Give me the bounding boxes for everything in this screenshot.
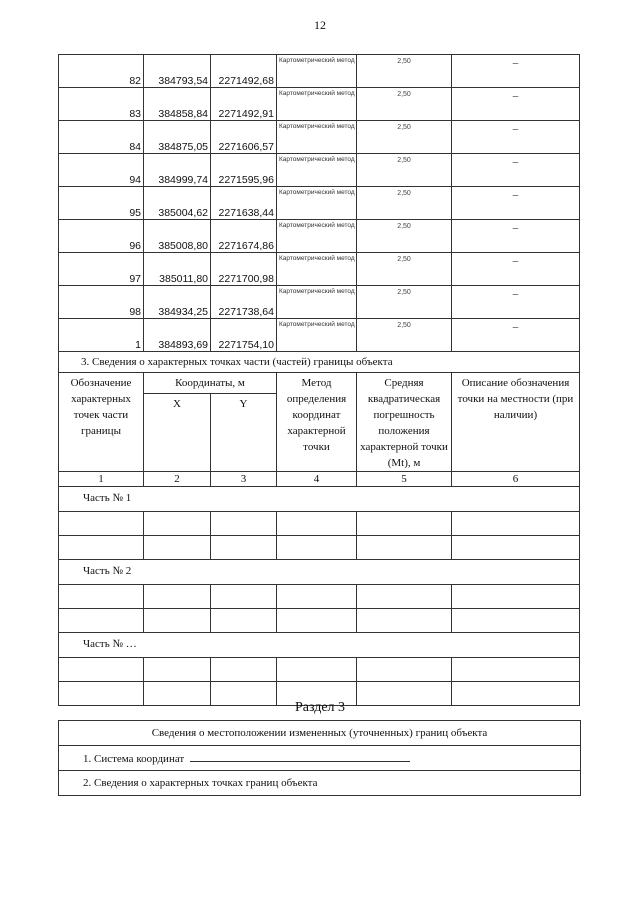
point-method: Картометрический метод bbox=[277, 253, 357, 286]
column-number: 4 bbox=[277, 472, 357, 487]
point-y: 2271738,64 bbox=[211, 286, 277, 319]
point-method: Картометрический метод bbox=[277, 88, 357, 121]
section-3-heading-row bbox=[59, 352, 580, 373]
point-method: Картометрический метод bbox=[277, 319, 357, 352]
coordinate-system-blank bbox=[190, 751, 410, 762]
part-label: Часть № 1 bbox=[59, 487, 580, 512]
point-number: 82 bbox=[59, 55, 144, 88]
part-row bbox=[59, 560, 580, 585]
header-description: Описание обозначения точки на местности (при наличии) bbox=[452, 373, 580, 472]
point-number: 83 bbox=[59, 88, 144, 121]
point-y: 2271700,98 bbox=[211, 253, 277, 286]
header-coordinates: Координаты, м bbox=[144, 373, 277, 394]
header-method: Метод определения координат характерной точки bbox=[277, 373, 357, 472]
empty-row bbox=[59, 585, 580, 609]
section-3-table bbox=[58, 720, 581, 796]
coordinate-system-item bbox=[59, 746, 581, 771]
point-accuracy: 2,50 bbox=[357, 253, 452, 286]
point-description: – bbox=[452, 286, 580, 319]
points-table-body bbox=[59, 55, 580, 352]
point-x: 385011,80 bbox=[144, 253, 211, 286]
point-y: 2271492,68 bbox=[211, 55, 277, 88]
part-label: Часть № 2 bbox=[59, 560, 580, 585]
empty-row bbox=[59, 658, 580, 682]
point-x: 384893,69 bbox=[144, 319, 211, 352]
point-description: – bbox=[452, 319, 580, 352]
point-method: Картометрический метод bbox=[277, 220, 357, 253]
point-y: 2271492,91 bbox=[211, 88, 277, 121]
part-row bbox=[59, 487, 580, 512]
point-x: 384999,74 bbox=[144, 154, 211, 187]
point-method: Картометрический метод bbox=[277, 55, 357, 88]
point-number: 96 bbox=[59, 220, 144, 253]
section-3-table-title: Сведения о местоположении измененных (уточненных) границ объекта bbox=[59, 721, 581, 746]
header-row-1 bbox=[59, 373, 580, 394]
header-accuracy: Средняя квадратическая погрешность положения характерной точки (Мt), м bbox=[357, 373, 452, 472]
point-row bbox=[59, 253, 580, 286]
point-y: 2271606,57 bbox=[211, 121, 277, 154]
point-y: 2271754,10 bbox=[211, 319, 277, 352]
empty-row bbox=[59, 512, 580, 536]
point-y: 2271638,44 bbox=[211, 187, 277, 220]
point-x: 384934,25 bbox=[144, 286, 211, 319]
point-accuracy: 2,50 bbox=[357, 319, 452, 352]
header-x: X bbox=[144, 394, 211, 472]
column-number: 2 bbox=[144, 472, 211, 487]
point-accuracy: 2,50 bbox=[357, 187, 452, 220]
point-number: 84 bbox=[59, 121, 144, 154]
point-description: – bbox=[452, 154, 580, 187]
point-y: 2271595,96 bbox=[211, 154, 277, 187]
section-3-heading: 3. Сведения о характерных точках части (частей) границы объекта bbox=[59, 352, 580, 373]
point-description: – bbox=[452, 187, 580, 220]
point-number: 1 bbox=[59, 319, 144, 352]
page-number: 12 bbox=[314, 18, 326, 32]
point-y: 2271674,86 bbox=[211, 220, 277, 253]
header-y: Y bbox=[211, 394, 277, 472]
column-number: 3 bbox=[211, 472, 277, 487]
point-x: 384875,05 bbox=[144, 121, 211, 154]
point-row bbox=[59, 286, 580, 319]
point-description: – bbox=[452, 253, 580, 286]
point-accuracy: 2,50 bbox=[357, 220, 452, 253]
point-row bbox=[59, 319, 580, 352]
point-method: Картометрический метод bbox=[277, 286, 357, 319]
point-row bbox=[59, 88, 580, 121]
point-description: – bbox=[452, 220, 580, 253]
point-row bbox=[59, 154, 580, 187]
point-row bbox=[59, 220, 580, 253]
point-row bbox=[59, 187, 580, 220]
point-description: – bbox=[452, 55, 580, 88]
point-x: 385008,80 bbox=[144, 220, 211, 253]
point-accuracy: 2,50 bbox=[357, 55, 452, 88]
point-number: 94 bbox=[59, 154, 144, 187]
point-row bbox=[59, 55, 580, 88]
point-accuracy: 2,50 bbox=[357, 88, 452, 121]
point-number: 95 bbox=[59, 187, 144, 220]
point-description: – bbox=[452, 88, 580, 121]
boundary-points-table bbox=[58, 54, 580, 706]
point-accuracy: 2,50 bbox=[357, 121, 452, 154]
part-row bbox=[59, 633, 580, 658]
point-description: – bbox=[452, 121, 580, 154]
point-row bbox=[59, 121, 580, 154]
point-x: 384793,54 bbox=[144, 55, 211, 88]
point-number: 97 bbox=[59, 253, 144, 286]
point-number: 98 bbox=[59, 286, 144, 319]
part-label: Часть № … bbox=[59, 633, 580, 658]
point-method: Картометрический метод bbox=[277, 187, 357, 220]
coordinate-system-label: 1. Система координат bbox=[83, 753, 185, 765]
point-accuracy: 2,50 bbox=[357, 286, 452, 319]
point-x: 384858,84 bbox=[144, 88, 211, 121]
column-number: 6 bbox=[452, 472, 580, 487]
empty-row bbox=[59, 609, 580, 633]
column-number: 5 bbox=[357, 472, 452, 487]
section-title: Раздел 3 bbox=[294, 700, 346, 715]
boundary-points-item: 2. Сведения о характерных точках границ объекта bbox=[59, 771, 581, 796]
column-numbers-row bbox=[59, 472, 580, 487]
column-number: 1 bbox=[59, 472, 144, 487]
empty-row bbox=[59, 536, 580, 560]
point-method: Картометрический метод bbox=[277, 154, 357, 187]
header-designation: Обозначение характерных точек части границы bbox=[59, 373, 144, 472]
point-method: Картометрический метод bbox=[277, 121, 357, 154]
point-accuracy: 2,50 bbox=[357, 154, 452, 187]
point-x: 385004,62 bbox=[144, 187, 211, 220]
